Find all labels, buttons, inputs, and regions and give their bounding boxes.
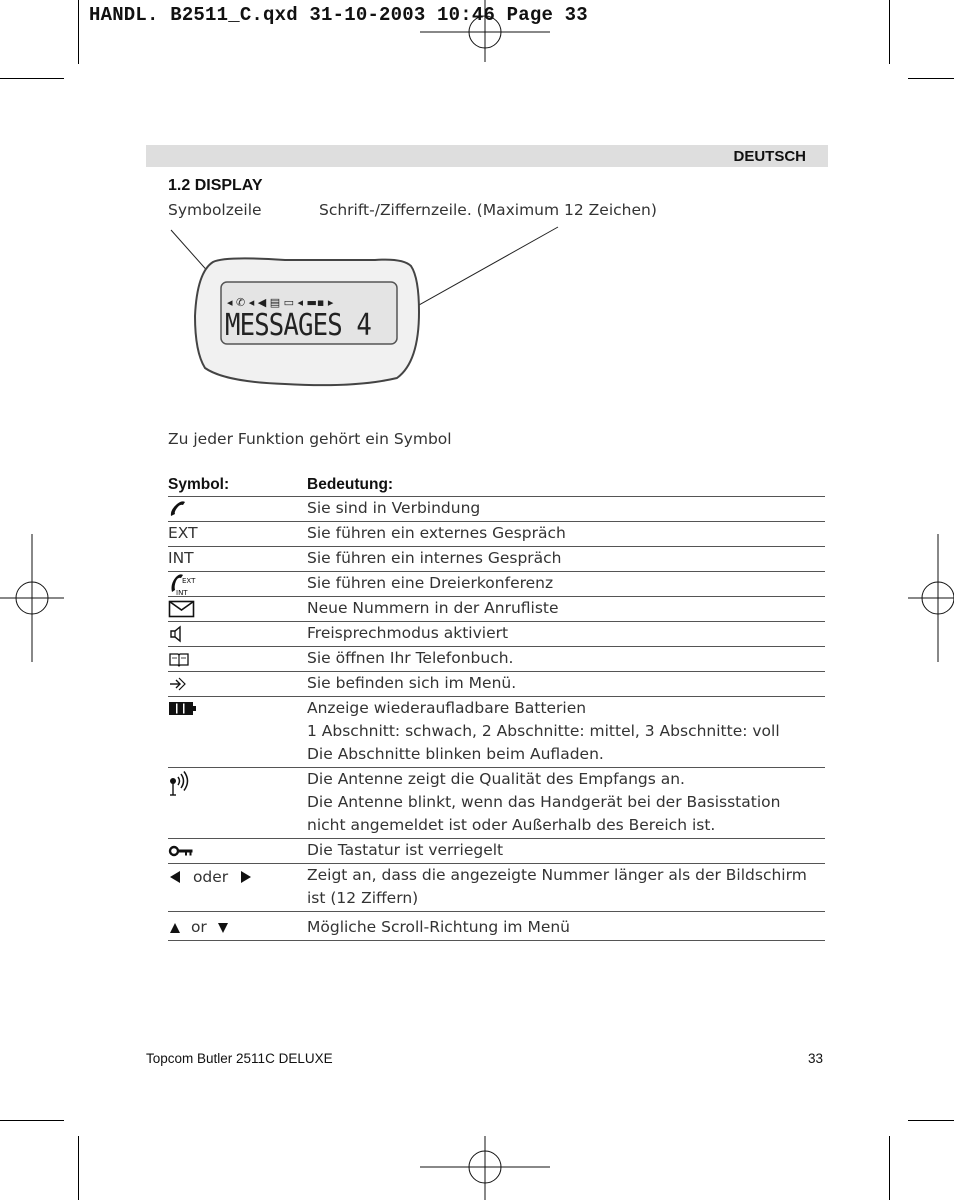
table-row [168, 912, 825, 941]
right-arrow-icon [239, 869, 253, 885]
intro-text: Zu jeder Funktion gehört ein Symbol [168, 430, 452, 448]
table-row [168, 839, 825, 864]
speaker-icon [168, 624, 188, 644]
svg-text:◂ ✆ ◂ ◀ ▤ ▭ ◂ ▬▪ ▸: ◂ ✆ ◂ ◀ ▤ ▭ ◂ ▬▪ ▸ [227, 296, 334, 309]
key-lock-icon [168, 844, 196, 858]
row-description: Die Tastatur ist verriegelt [307, 841, 504, 859]
row-description: Mögliche Scroll-Richtung im Menü [307, 918, 571, 936]
symbol-text: or [190, 918, 207, 936]
row-description: Die Antenne zeigt die Qualität des Empfangs an. [307, 770, 685, 788]
row-description: Die Abschnitte blinken beim Aufladen. [307, 745, 604, 763]
display-illustration [165, 222, 585, 394]
row-description: Sie führen ein externes Gespräch [307, 524, 566, 542]
row-description: Anzeige wiederaufladbare Batterien [307, 699, 587, 717]
row-description: Die Antenne blinkt, wenn das Handgerät bei der Basisstation [307, 793, 781, 811]
section-title: 1.2 DISPLAY [168, 177, 263, 194]
row-description: nicht angemeldet ist oder Außerhalb des Bereich ist. [307, 816, 716, 834]
symbol-text: oder [192, 868, 229, 886]
svg-text:INT: INT [176, 589, 188, 596]
page-number: 33 [808, 1051, 824, 1066]
table-row [168, 647, 825, 672]
language-label: DEUTSCH [733, 148, 806, 165]
table-row [168, 572, 825, 597]
row-description: 1 Abschnitt: schwach, 2 Abschnitte: mittel, 3 Abschnitte: voll [307, 722, 780, 740]
row-description: Zeigt an, dass die angezeigte Nummer länger als der Bildschirm [307, 866, 807, 884]
table-row [168, 597, 825, 622]
text-row-label: Schrift-/Ziffernzeile. (Maximum 12 Zeichen) [319, 201, 657, 219]
envelope-icon [168, 599, 196, 619]
svg-text:EXT: EXT [182, 577, 196, 585]
table-row [168, 768, 825, 839]
table-row [168, 497, 825, 522]
row-description: Sie führen ein internes Gespräch [307, 549, 562, 567]
symbol-text: EXT [168, 522, 307, 547]
table-row [168, 622, 825, 647]
handset-icon [168, 500, 188, 518]
antenna-icon [168, 771, 192, 797]
row-description: Freisprechmodus aktiviert [307, 624, 509, 642]
table-row [168, 697, 825, 768]
meaning-column-header: Bedeutung: [307, 474, 825, 497]
symbol-column-header: Symbol: [168, 474, 307, 497]
row-description: Sie sind in Verbindung [307, 499, 481, 517]
print-slug: HANDL. B2511_C.qxd 31-10-2003 10:46 Page 33 [89, 4, 588, 26]
symbol-text: INT [168, 547, 307, 572]
row-description: Neue Nummern in der Anrufliste [307, 599, 559, 617]
row-description: Sie befinden sich im Menü. [307, 674, 517, 692]
table-header-row [168, 474, 825, 497]
left-arrow-icon [168, 869, 182, 885]
conference-icon [168, 572, 196, 596]
table-row [168, 547, 825, 572]
table-row [168, 864, 825, 912]
symbol-table [168, 474, 825, 941]
down-arrow-icon [216, 921, 230, 935]
table-row [168, 522, 825, 547]
table-row [168, 672, 825, 697]
row-description: Sie führen eine Dreierkonferenz [307, 574, 554, 592]
phonebook-icon [168, 650, 190, 668]
row-description: Sie öffnen Ihr Telefonbuch. [307, 649, 514, 667]
menu-icon [168, 675, 188, 693]
footer-product: Topcom Butler 2511C DELUXE [146, 1051, 333, 1066]
up-arrow-icon [168, 921, 182, 935]
row-description: ist (12 Ziffern) [307, 889, 419, 907]
display-screen-text: MESSAGES 4 [225, 308, 371, 343]
symbol-row-label: Symbolzeile [168, 201, 262, 219]
battery-icon [168, 700, 198, 718]
language-bar [146, 145, 828, 167]
